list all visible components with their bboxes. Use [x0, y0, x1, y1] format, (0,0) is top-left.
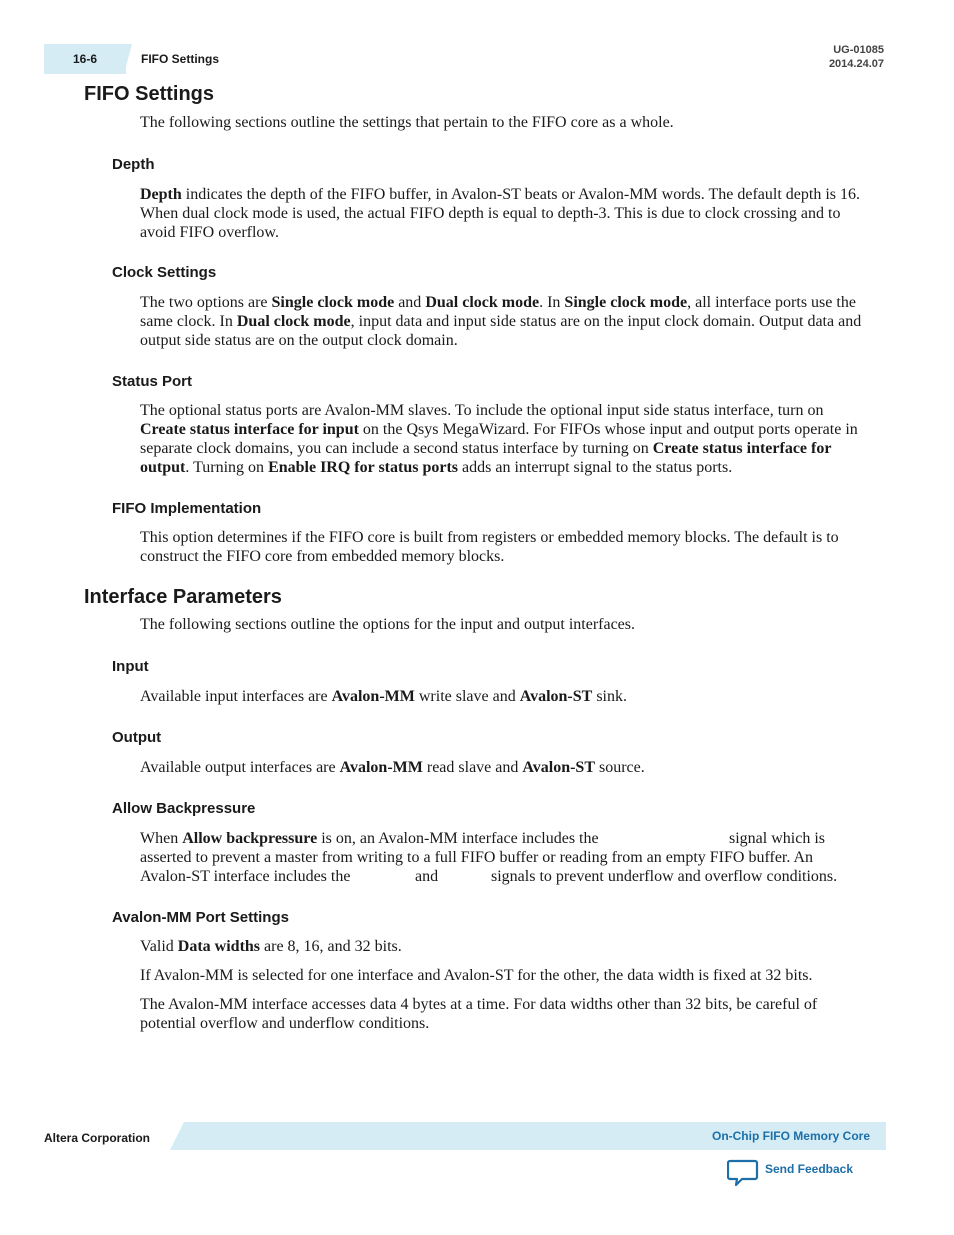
text-run: on the Qsys MegaWizard. For FIFOs whose input and output ports operate in separate clock domains, you can include a second status interface by turning on — [140, 421, 858, 457]
subheading-depth: Depth — [112, 156, 155, 173]
text-run: , input data and input side status are on the input clock domain. Output data and output side status are on the output clock domain. — [140, 313, 862, 349]
output-paragraph — [140, 758, 870, 777]
overflow-note-paragraph: The Avalon-MM interface accesses data 4 bytes at a time. For data widths other than 32 bits, be careful of potential overflow and underflow conditions. — [140, 996, 818, 1032]
text-run: read slave and — [422, 759, 523, 776]
document-id — [829, 43, 884, 71]
send-feedback-label[interactable]: Send Feedback — [765, 1162, 854, 1176]
text-run: adds an interrupt signal to the status ports. — [458, 459, 733, 476]
backpressure-line-3-mid: and — [415, 868, 439, 885]
section-heading-fifo-settings: FIFO Settings — [84, 83, 214, 105]
term: Create status interface for output — [140, 440, 832, 476]
clock-settings-paragraph — [140, 293, 870, 350]
term: Enable IRQ for status ports — [268, 459, 459, 476]
text-run: . Turning on — [185, 459, 269, 476]
depth-paragraph — [140, 185, 870, 242]
backpressure-line-3-start: Avalon-ST interface includes the — [140, 868, 351, 885]
section-heading-interface-parameters: Interface Parameters — [84, 586, 282, 608]
text-run: The optional status ports are Avalon-MM slaves. To include the optional input side status interface, turn on — [140, 402, 824, 419]
term: Avalon-MM — [331, 688, 415, 705]
page-number-tab — [44, 44, 130, 74]
data-widths-paragraph — [140, 937, 870, 956]
text-run: Available input interfaces are — [140, 688, 332, 705]
fifo-settings-intro: The following sections outline the settings that pertain to the FIFO core as a whole. — [140, 114, 674, 131]
backpressure-paragraph — [140, 829, 880, 889]
term: Avalon-MM — [339, 759, 423, 776]
running-header-title: FIFO Settings — [141, 52, 219, 66]
text-run: The two options are — [140, 294, 272, 311]
backpressure-line-2: asserted to prevent a master from writing to a full FIFO buffer or reading from an empty FIFO buffer. An — [140, 849, 814, 866]
text-run: . In — [539, 294, 565, 311]
text-run: , all interface ports use the same clock. In — [140, 294, 856, 330]
subheading-input: Input — [112, 658, 149, 675]
subheading-clock-settings: Clock Settings — [112, 264, 217, 281]
doc-date: 2014.24.07 — [828, 58, 884, 70]
text-run: is on, an Avalon-MM interface includes the — [317, 830, 599, 847]
term: Dual clock mode — [236, 313, 351, 330]
text-run: sink. — [592, 688, 627, 705]
term: Avalon-ST — [519, 688, 593, 705]
backpressure-line-1 — [140, 829, 599, 848]
backpressure-line-3-end: signals to prevent underflow and overflow conditions. — [491, 868, 838, 885]
text-run: source. — [594, 759, 645, 776]
term: Dual clock mode — [425, 294, 540, 311]
text-run: Valid — [140, 938, 178, 955]
subheading-output: Output — [112, 729, 162, 746]
term: Data widths — [177, 938, 261, 955]
subheading-avalon-mm-port-settings: Avalon-MM Port Settings — [112, 909, 289, 926]
term: Allow backpressure — [182, 830, 318, 847]
subheading-allow-backpressure: Allow Backpressure — [112, 800, 256, 817]
fifo-implementation-paragraph: This option determines if the FIFO core is built from registers or embedded memory blocks. The default is to construct the FIFO core from embedded memory blocks. — [140, 529, 839, 565]
text-run: When — [140, 830, 183, 847]
term: Create status interface for input — [140, 421, 359, 438]
text-run: Available output interfaces are — [140, 759, 340, 776]
subheading-status-port: Status Port — [112, 373, 193, 390]
backpressure-line-1-end: signal which is — [729, 830, 825, 847]
footer-band — [170, 1122, 886, 1150]
subheading-fifo-implementation: FIFO Implementation — [112, 500, 262, 517]
data-width-fixed-paragraph: If Avalon-MM is selected for one interface and Avalon-ST for the other, the data width is fixed at 32 bits. — [140, 967, 813, 984]
status-port-paragraph — [140, 401, 870, 477]
term: Avalon-ST — [522, 759, 595, 776]
text-run: and — [394, 294, 426, 311]
term: Single clock mode — [564, 294, 688, 311]
speech-bubble-icon — [727, 1158, 759, 1188]
term: Single clock mode — [271, 294, 395, 311]
doc-number: UG-01085 — [833, 44, 884, 56]
footer-company: Altera Corporation — [44, 1131, 151, 1145]
page-number: 16-6 — [72, 52, 98, 66]
depth-text: indicates the depth of the FIFO buffer, in Avalon-ST beats or Avalon-MM words. The default depth is 16. When dual clock mode is used, the actual FIFO depth is equal to depth-3. This is due to clock crossing and to avoid FIFO overflow. — [140, 186, 860, 241]
input-paragraph — [140, 687, 870, 706]
footer-doc-title[interactable]: On-Chip FIFO Memory Core — [711, 1129, 870, 1143]
text-run: are 8, 16, and 32 bits. — [260, 938, 402, 955]
text-run: write slave and — [414, 688, 520, 705]
interface-parameters-intro: The following sections outline the options for the input and output interfaces. — [140, 616, 636, 633]
depth-term: Depth — [140, 186, 182, 203]
